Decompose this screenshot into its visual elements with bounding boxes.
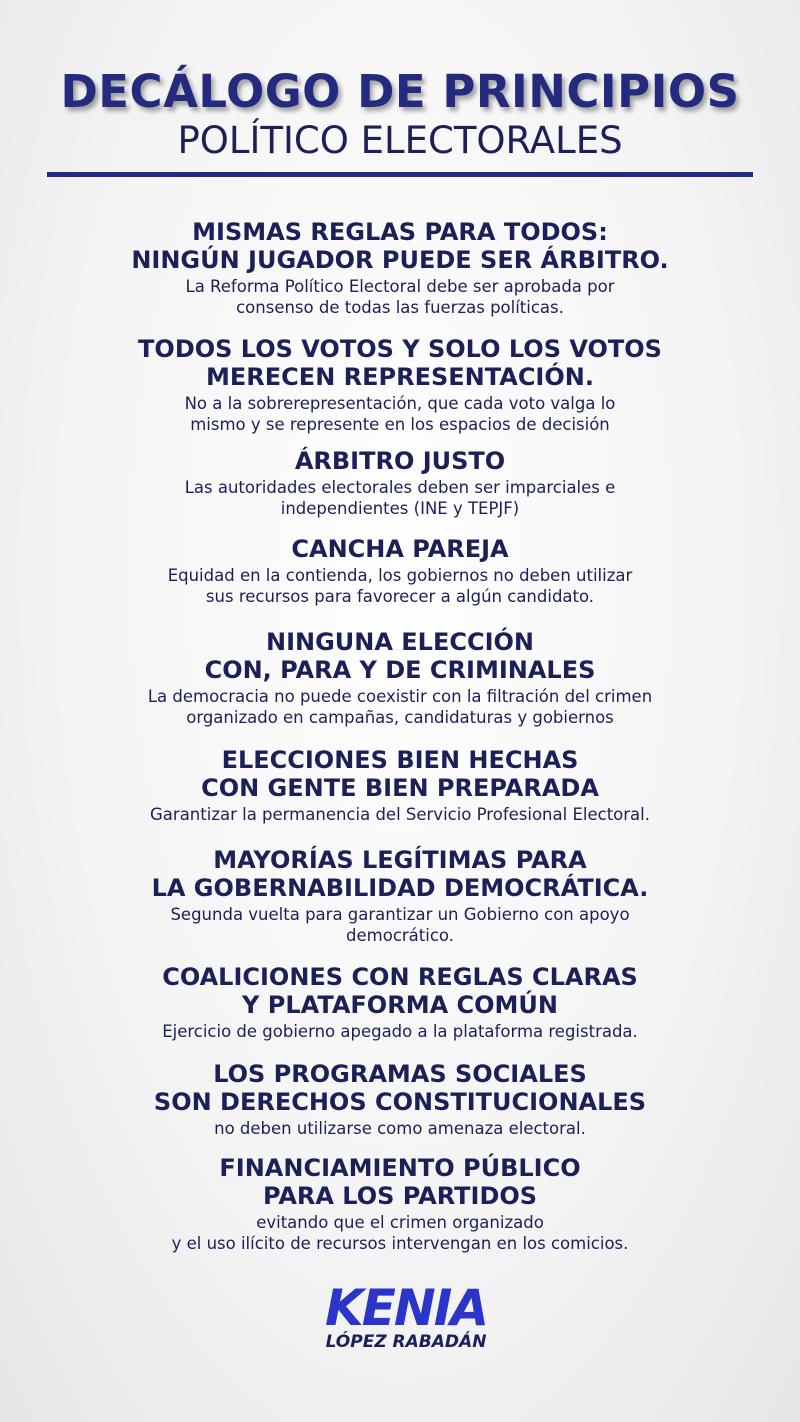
principle-9	[0, 1060, 800, 1139]
principle-description: Garantizar la permanencia del Servicio Profesional Electoral.	[150, 805, 650, 824]
principle-description: La democracia no puede coexistir con la filtración del crimen organizado en campañas, candidaturas y gobiernos	[147, 687, 653, 727]
principle-5	[0, 628, 800, 728]
principle-description: Equidad en la contienda, los gobiernos no deben utilizar sus recursos para favorecer a algún candidato.	[167, 566, 633, 606]
divider	[47, 172, 753, 177]
principle-description: La Reforma Político Electoral debe ser aprobada por consenso de todas las fuerzas políticas.	[185, 277, 615, 317]
principle-description: no deben utilizarse como amenaza electoral.	[214, 1119, 586, 1138]
principle-3	[0, 447, 800, 519]
principle-title: MAYORÍAS LEGÍTIMAS PARA LA GOBERNABILIDAD DEMOCRÁTICA.	[151, 846, 649, 902]
header	[0, 64, 800, 164]
principle-title: LOS PROGRAMAS SOCIALES SON DERECHOS CONSTITUCIONALES	[153, 1060, 647, 1116]
principle-description: No a la sobrerepresentación, que cada voto valga lo mismo y se represente en los espacios de decisión	[184, 394, 616, 434]
principle-title: NINGUNA ELECCIÓN CON, PARA Y DE CRIMINALES	[204, 628, 596, 684]
principle-description: Segunda vuelta para garantizar un Gobierno con apoyo democrático.	[170, 905, 630, 945]
principle-description: Ejercicio de gobierno apegado a la plataforma registrada.	[162, 1022, 638, 1041]
principle-title: COALICIONES CON REGLAS CLARAS Y PLATAFORMA COMÚN	[162, 963, 638, 1019]
signature-logo	[0, 1279, 800, 1352]
principle-title: CANCHA PAREJA	[291, 535, 509, 563]
principle-1	[0, 218, 800, 318]
page-title: DECÁLOGO DE PRINCIPIOS	[60, 65, 740, 118]
page-subtitle: POLÍTICO ELECTORALES	[177, 119, 623, 162]
principle-title: MISMAS REGLAS PARA TODOS: NINGÚN JUGADOR PUEDE SER ÁRBITRO.	[131, 218, 669, 274]
logo-name: KENIA	[324, 1279, 488, 1337]
principle-title: TODOS LOS VOTOS Y SOLO LOS VOTOS MERECEN REPRESENTACIÓN.	[138, 335, 662, 391]
principle-description: Las autoridades electorales deben ser imparciales e independientes (INE y TEPJF)	[184, 478, 616, 518]
principle-10	[0, 1154, 800, 1254]
logo-surname: LÓPEZ RABADÁN	[325, 1332, 487, 1352]
principle-6	[0, 746, 800, 825]
principle-title: FINANCIAMIENTO PÚBLICO PARA LOS PARTIDOS	[219, 1154, 581, 1210]
principle-4	[0, 535, 800, 607]
principle-2	[0, 335, 800, 435]
principle-title: ÁRBITRO JUSTO	[294, 447, 506, 475]
principle-title: ELECCIONES BIEN HECHAS CON GENTE BIEN PREPARADA	[201, 746, 599, 802]
principle-description: evitando que el crimen organizado y el uso ilícito de recursos intervengan en los comicios.	[171, 1213, 629, 1253]
principle-7	[0, 846, 800, 946]
principle-8	[0, 963, 800, 1042]
